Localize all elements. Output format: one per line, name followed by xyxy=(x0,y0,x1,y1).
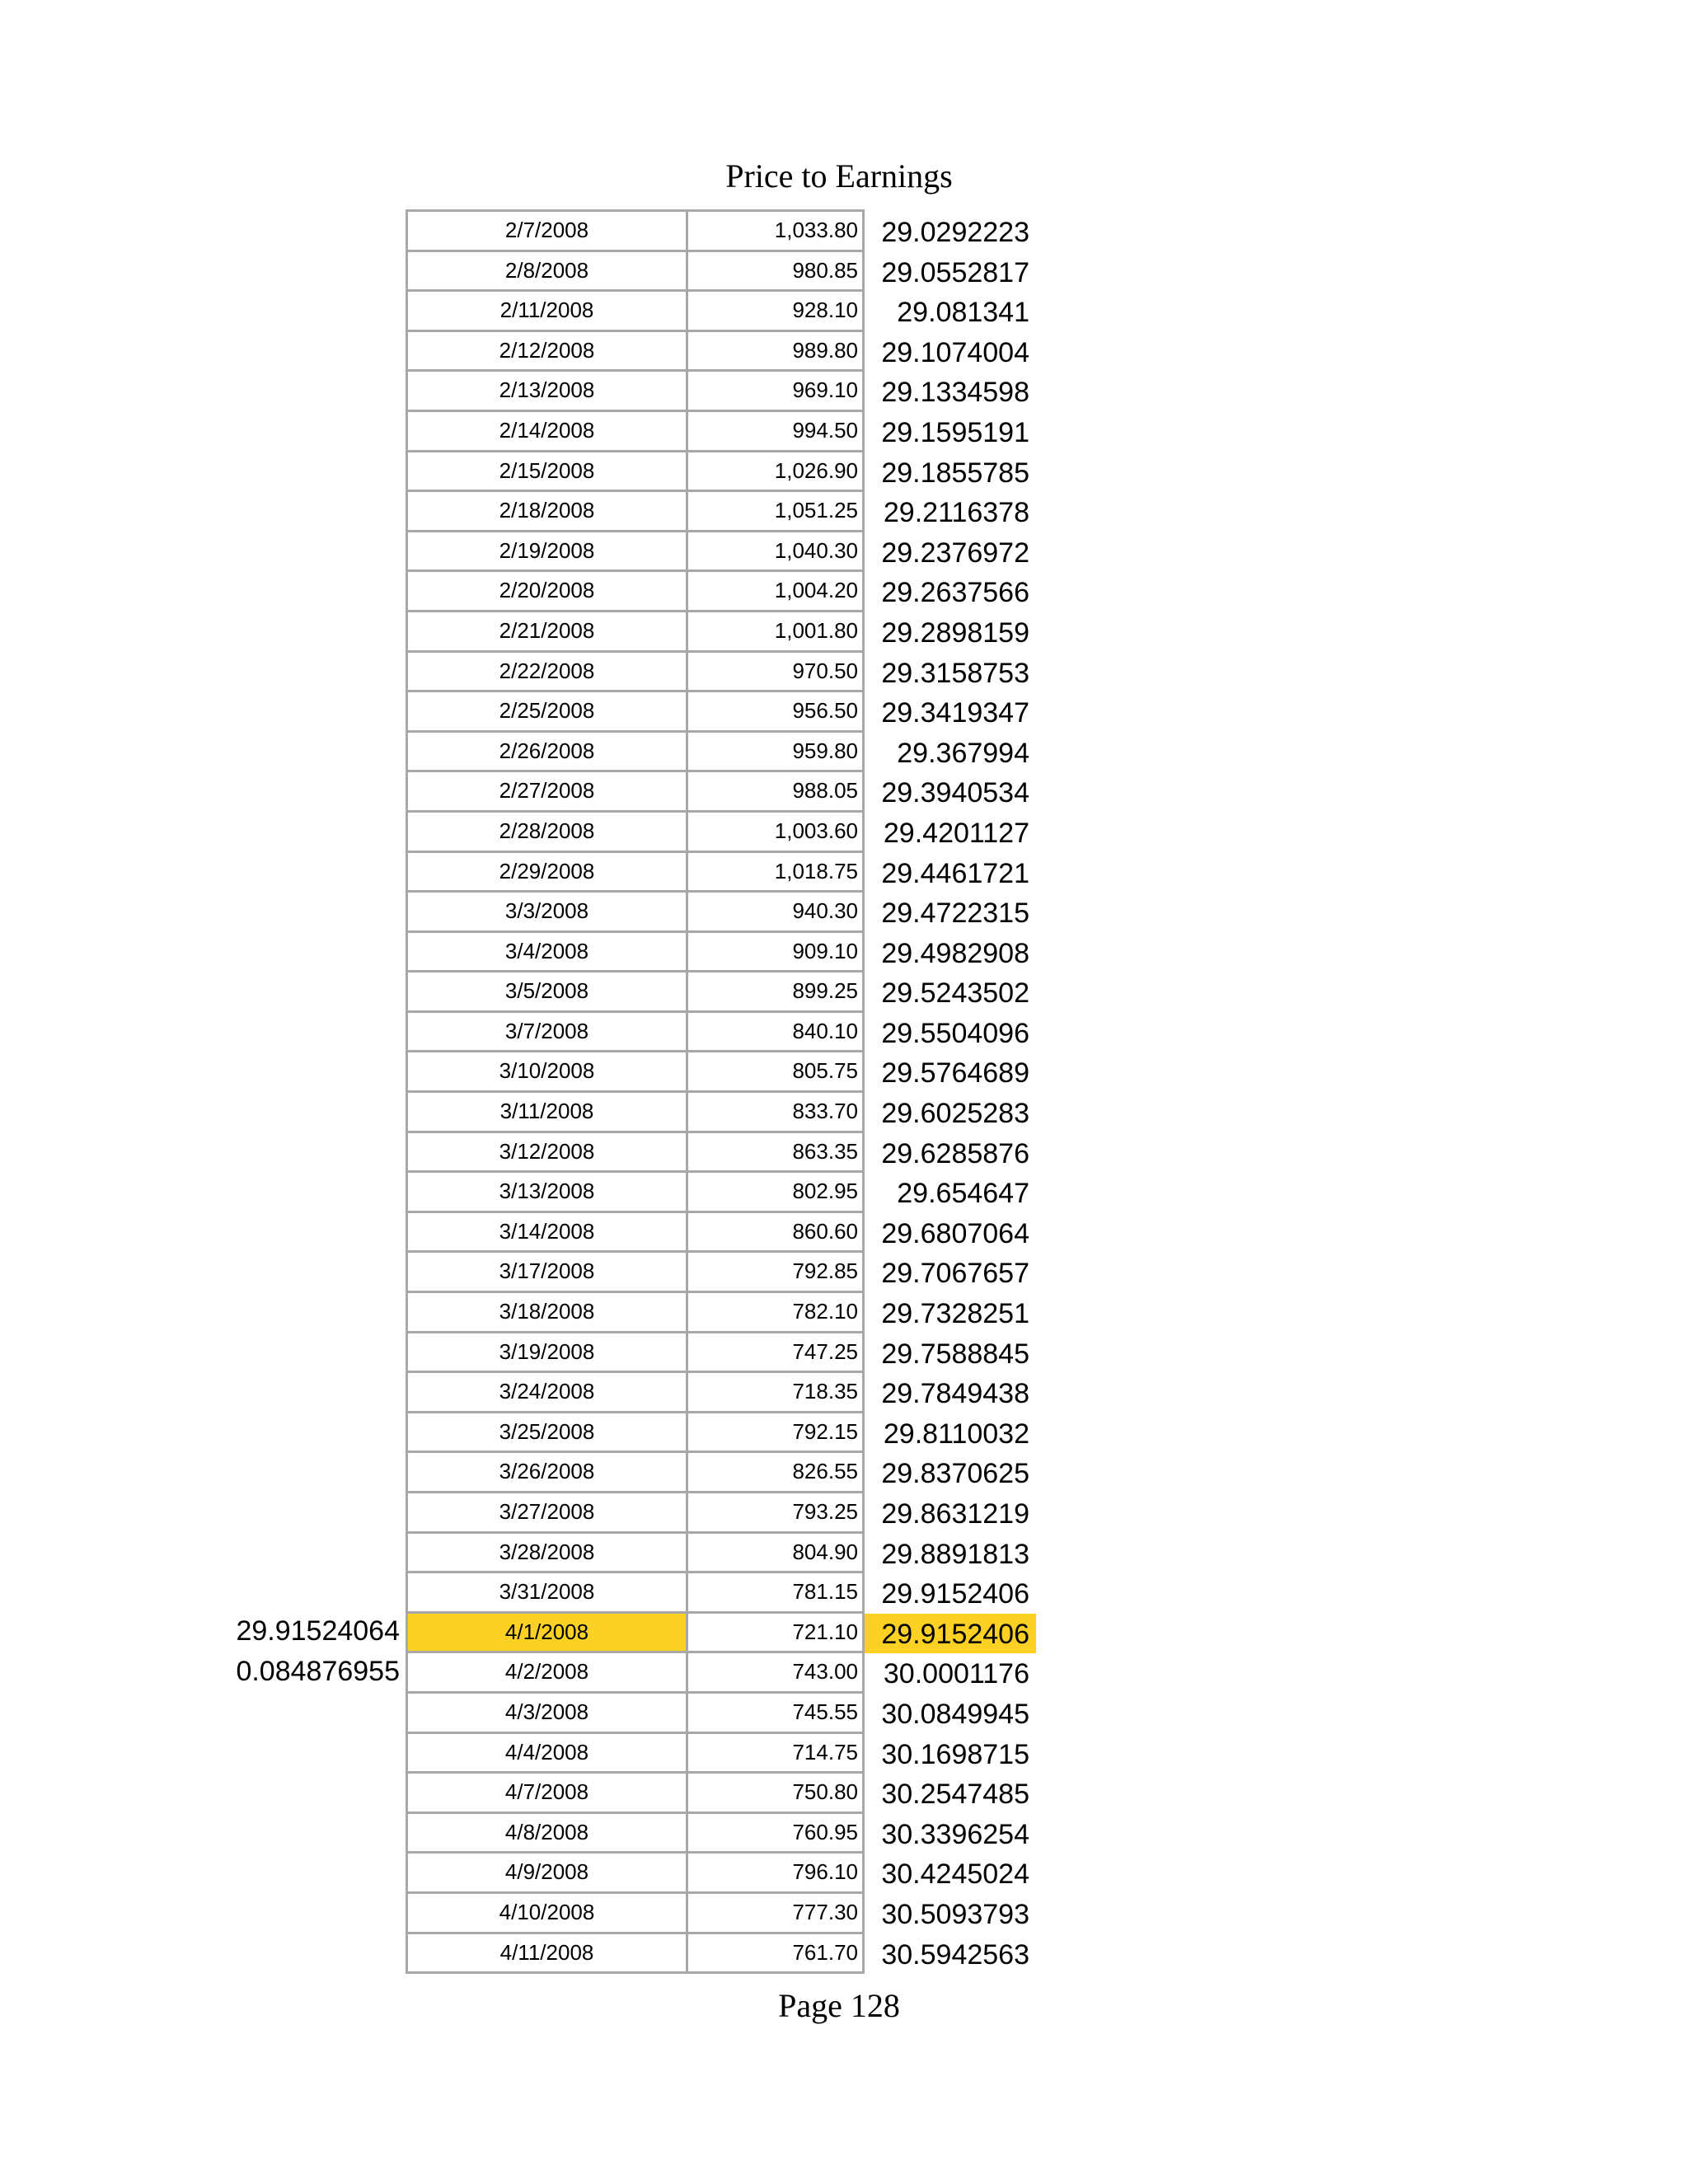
pe-value: 29.7849438 xyxy=(881,1378,1029,1410)
date-cell: 2/14/2008 xyxy=(408,412,688,452)
pe-value: 29.9152406 xyxy=(881,1578,1029,1610)
pe-value: 29.7067657 xyxy=(881,1258,1029,1290)
date-cell: 3/4/2008 xyxy=(408,933,688,973)
table-row xyxy=(408,1052,1029,1093)
date-cell: 2/19/2008 xyxy=(408,532,688,573)
price-cell: 1,051.25 xyxy=(688,492,865,532)
table-row xyxy=(408,1534,1029,1574)
pe-value: 30.0849945 xyxy=(881,1698,1029,1730)
table-row xyxy=(408,1854,1029,1894)
date-cell: 4/7/2008 xyxy=(408,1774,688,1814)
page-number: Page 128 xyxy=(778,1987,900,2024)
date-cell: 4/3/2008 xyxy=(408,1694,688,1734)
pe-value: 29.3419347 xyxy=(881,697,1029,729)
side-value-1: 29.91524064 xyxy=(236,1615,400,1647)
price-cell: 750.80 xyxy=(688,1774,865,1814)
pe-value: 29.2116378 xyxy=(883,497,1029,529)
date-cell: 2/13/2008 xyxy=(408,372,688,412)
date-cell: 3/14/2008 xyxy=(408,1213,688,1254)
date-cell: 2/27/2008 xyxy=(408,772,688,813)
price-cell: 970.50 xyxy=(688,653,865,693)
price-cell: 980.85 xyxy=(688,252,865,293)
table-row xyxy=(408,612,1029,653)
price-cell: 1,004.20 xyxy=(688,572,865,612)
pe-value: 29.9152406 xyxy=(865,1614,1036,1654)
table-row xyxy=(408,1373,1029,1413)
date-cell: 4/4/2008 xyxy=(408,1734,688,1774)
price-cell: 718.35 xyxy=(688,1373,865,1413)
price-cell: 721.10 xyxy=(688,1614,865,1654)
date-cell: 4/11/2008 xyxy=(408,1934,688,1975)
price-cell: 760.95 xyxy=(688,1814,865,1854)
date-cell: 2/18/2008 xyxy=(408,492,688,532)
pe-value: 29.8110032 xyxy=(883,1418,1029,1450)
table-row xyxy=(408,372,1029,412)
pe-value: 29.1074004 xyxy=(881,336,1029,368)
table-row xyxy=(408,1413,1029,1454)
pe-value: 29.4982908 xyxy=(881,937,1029,969)
table-row xyxy=(408,893,1029,933)
date-cell: 2/28/2008 xyxy=(408,813,688,853)
table-row xyxy=(408,492,1029,532)
pe-value: 30.3396254 xyxy=(881,1818,1029,1850)
pe-value: 29.6807064 xyxy=(881,1217,1029,1249)
price-cell: 988.05 xyxy=(688,772,865,813)
pe-value: 30.2547485 xyxy=(881,1779,1029,1811)
table-row xyxy=(408,452,1029,493)
table-row xyxy=(408,1333,1029,1374)
price-cell: 959.80 xyxy=(688,733,865,773)
price-cell: 745.55 xyxy=(688,1694,865,1734)
date-cell: 3/27/2008 xyxy=(408,1493,688,1534)
pe-value: 29.2637566 xyxy=(881,577,1029,609)
pe-value: 29.4461721 xyxy=(881,857,1029,889)
price-cell: 805.75 xyxy=(688,1052,865,1093)
pe-value: 29.5764689 xyxy=(881,1057,1029,1090)
date-cell: 3/19/2008 xyxy=(408,1333,688,1374)
table-row xyxy=(408,292,1029,332)
table-row xyxy=(408,1173,1029,1213)
pe-value: 29.081341 xyxy=(897,297,1029,329)
price-cell: 802.95 xyxy=(688,1173,865,1213)
date-cell: 3/25/2008 xyxy=(408,1413,688,1454)
price-cell: 796.10 xyxy=(688,1854,865,1894)
price-cell: 714.75 xyxy=(688,1734,865,1774)
table-row xyxy=(408,653,1029,693)
pe-value: 29.1334598 xyxy=(881,377,1029,409)
pe-value: 29.1855785 xyxy=(881,457,1029,489)
price-cell: 1,026.90 xyxy=(688,452,865,493)
table-row xyxy=(408,1213,1029,1254)
table-row xyxy=(408,933,1029,973)
price-cell: 1,040.30 xyxy=(688,532,865,573)
pe-value: 29.0292223 xyxy=(881,217,1029,248)
table-row xyxy=(408,1694,1029,1734)
side-value-2: 0.084876955 xyxy=(236,1655,400,1687)
price-cell: 956.50 xyxy=(688,692,865,733)
table-row xyxy=(408,772,1029,813)
price-cell: 747.25 xyxy=(688,1333,865,1374)
price-cell: 833.70 xyxy=(688,1093,865,1133)
table-row xyxy=(408,252,1029,293)
date-cell: 3/13/2008 xyxy=(408,1173,688,1213)
price-cell: 761.70 xyxy=(688,1934,865,1975)
table-row xyxy=(408,853,1029,893)
table-row xyxy=(408,572,1029,612)
date-cell: 3/28/2008 xyxy=(408,1534,688,1574)
date-cell: 3/26/2008 xyxy=(408,1453,688,1493)
date-cell: 2/7/2008 xyxy=(408,212,688,252)
table-row xyxy=(408,1814,1029,1854)
price-cell: 777.30 xyxy=(688,1894,865,1934)
table-row xyxy=(408,332,1029,373)
date-cell: 2/26/2008 xyxy=(408,733,688,773)
date-cell: 2/11/2008 xyxy=(408,292,688,332)
price-cell: 860.60 xyxy=(688,1213,865,1254)
date-cell: 2/21/2008 xyxy=(408,612,688,653)
price-cell: 826.55 xyxy=(688,1453,865,1493)
price-cell: 840.10 xyxy=(688,1013,865,1053)
pe-value: 29.8370625 xyxy=(881,1458,1029,1490)
pe-value: 30.0001176 xyxy=(883,1658,1029,1690)
pe-value: 30.5942563 xyxy=(881,1938,1029,1971)
table-row xyxy=(408,1253,1029,1293)
pe-value: 29.6285876 xyxy=(881,1137,1029,1169)
pe-value: 30.4245024 xyxy=(881,1858,1029,1891)
date-cell: 2/29/2008 xyxy=(408,853,688,893)
date-cell: 3/10/2008 xyxy=(408,1052,688,1093)
date-cell: 4/9/2008 xyxy=(408,1854,688,1894)
pe-value: 29.1595191 xyxy=(881,416,1029,448)
price-cell: 743.00 xyxy=(688,1653,865,1694)
table-row xyxy=(408,1774,1029,1814)
price-cell: 1,003.60 xyxy=(688,813,865,853)
price-cell: 1,018.75 xyxy=(688,853,865,893)
table-row xyxy=(408,813,1029,853)
date-cell: 3/12/2008 xyxy=(408,1133,688,1174)
pe-value: 29.6025283 xyxy=(881,1098,1029,1130)
date-cell: 4/10/2008 xyxy=(408,1894,688,1934)
pe-value: 29.2898159 xyxy=(881,616,1029,649)
price-cell: 940.30 xyxy=(688,893,865,933)
price-cell: 792.85 xyxy=(688,1253,865,1293)
price-cell: 782.10 xyxy=(688,1293,865,1333)
date-cell: 2/22/2008 xyxy=(408,653,688,693)
table-row xyxy=(408,212,1029,252)
table-row xyxy=(408,692,1029,733)
page-title: Price to Earnings xyxy=(725,157,953,194)
pe-value: 29.2376972 xyxy=(881,537,1029,569)
date-cell: 3/11/2008 xyxy=(408,1093,688,1133)
date-cell: 4/8/2008 xyxy=(408,1814,688,1854)
price-cell: 909.10 xyxy=(688,933,865,973)
date-cell: 3/24/2008 xyxy=(408,1373,688,1413)
table-row xyxy=(408,412,1029,452)
pe-value: 29.8891813 xyxy=(881,1538,1029,1570)
table-row xyxy=(408,1093,1029,1133)
pe-value: 29.0552817 xyxy=(881,256,1029,288)
pe-value: 29.4201127 xyxy=(883,817,1029,849)
price-cell: 793.25 xyxy=(688,1493,865,1534)
pe-value: 30.1698715 xyxy=(881,1738,1029,1770)
price-cell: 1,001.80 xyxy=(688,612,865,653)
date-cell: 3/18/2008 xyxy=(408,1293,688,1333)
date-cell: 2/12/2008 xyxy=(408,332,688,373)
date-cell: 4/2/2008 xyxy=(408,1653,688,1694)
pe-value: 29.4722315 xyxy=(881,898,1029,930)
date-cell: 3/7/2008 xyxy=(408,1013,688,1053)
date-cell: 2/20/2008 xyxy=(408,572,688,612)
date-cell: 3/17/2008 xyxy=(408,1253,688,1293)
pe-value: 29.367994 xyxy=(897,737,1029,769)
table-row xyxy=(408,1453,1029,1493)
price-table xyxy=(406,209,1029,1974)
price-cell: 792.15 xyxy=(688,1413,865,1454)
table-row xyxy=(408,1293,1029,1333)
price-cell: 928.10 xyxy=(688,292,865,332)
pe-value: 29.8631219 xyxy=(881,1498,1029,1530)
date-cell: 3/31/2008 xyxy=(408,1573,688,1614)
date-cell: 3/3/2008 xyxy=(408,893,688,933)
pe-value: 30.5093793 xyxy=(881,1898,1029,1930)
table-row xyxy=(408,972,1029,1013)
pe-value: 29.5504096 xyxy=(881,1017,1029,1049)
pe-value: 29.7328251 xyxy=(881,1298,1029,1330)
table-row xyxy=(408,532,1029,573)
date-cell: 2/8/2008 xyxy=(408,252,688,293)
table-row xyxy=(408,733,1029,773)
table-row xyxy=(408,1573,1029,1614)
date-cell: 2/15/2008 xyxy=(408,452,688,493)
price-cell: 899.25 xyxy=(688,972,865,1013)
table-row xyxy=(408,1734,1029,1774)
date-cell: 3/5/2008 xyxy=(408,972,688,1013)
table-row xyxy=(408,1133,1029,1174)
price-cell: 969.10 xyxy=(688,372,865,412)
pe-value: 29.3940534 xyxy=(881,777,1029,809)
price-cell: 863.35 xyxy=(688,1133,865,1174)
price-cell: 804.90 xyxy=(688,1534,865,1574)
pe-value: 29.7588845 xyxy=(881,1338,1029,1370)
table-row xyxy=(408,1493,1029,1534)
date-cell: 4/1/2008 xyxy=(408,1614,688,1654)
price-cell: 989.80 xyxy=(688,332,865,373)
date-cell: 2/25/2008 xyxy=(408,692,688,733)
pe-value: 29.5243502 xyxy=(881,977,1029,1010)
price-cell: 994.50 xyxy=(688,412,865,452)
pe-value: 29.654647 xyxy=(897,1178,1029,1210)
price-cell: 781.15 xyxy=(688,1573,865,1614)
table-row xyxy=(408,1934,1029,1975)
pe-value: 29.3158753 xyxy=(881,657,1029,689)
table-row xyxy=(408,1894,1029,1934)
price-cell: 1,033.80 xyxy=(688,212,865,252)
table-row xyxy=(408,1013,1029,1053)
table-row xyxy=(408,1614,1029,1654)
table-row xyxy=(408,1653,1029,1694)
